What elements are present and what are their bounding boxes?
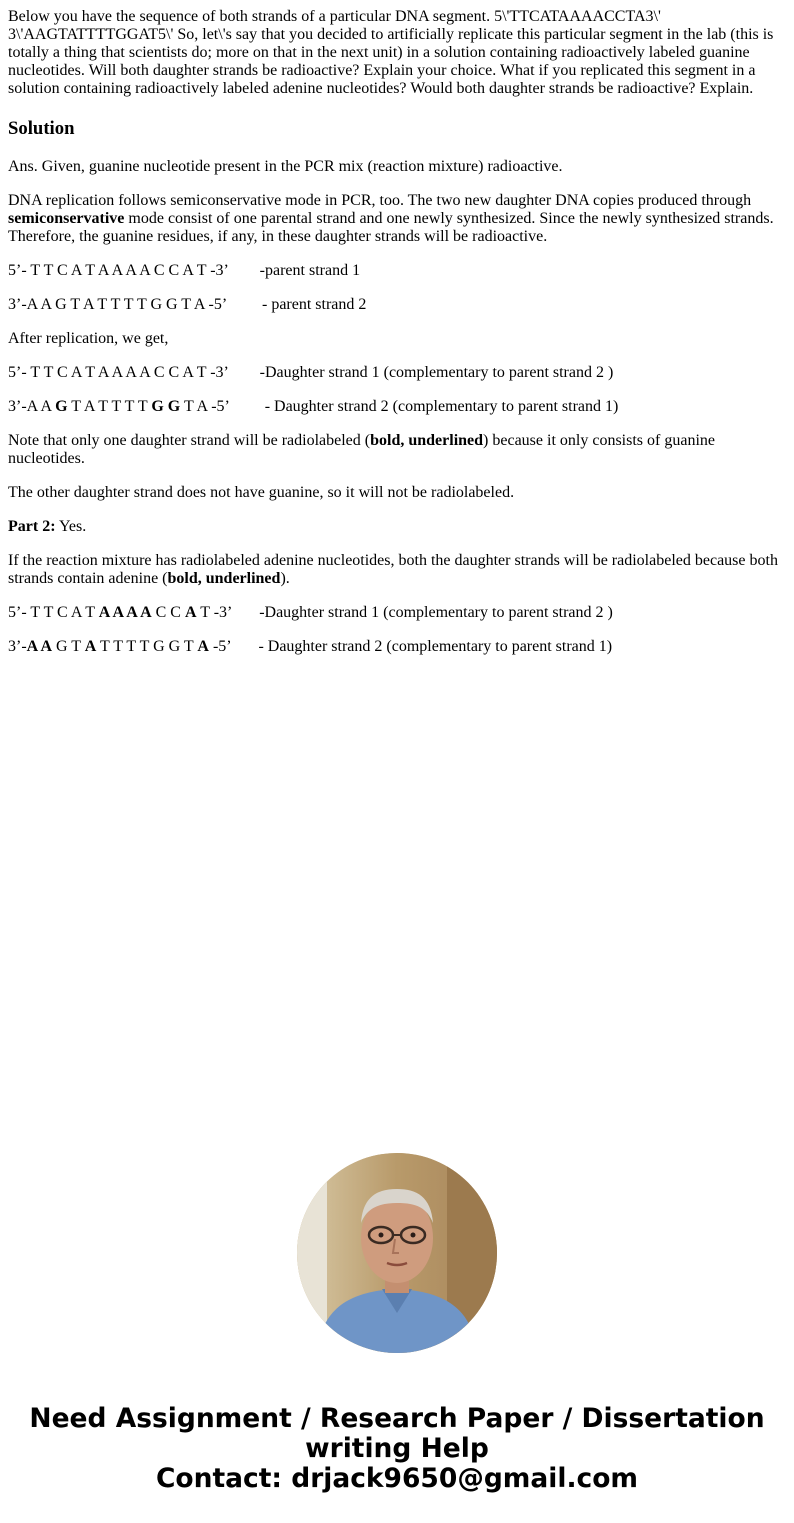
promo-contact: Contact: drjack9650@gmail.com — [155, 1463, 639, 1494]
document-body — [8, 8, 786, 672]
part-2-explanation: If the reaction mixture has radiolabeled adenine nucleotides, both the daughter strands will be radiolabeled because both strands contain adenine (bold, underlined). — [8, 552, 778, 587]
tutor-portrait-icon — [297, 1153, 497, 1353]
radiolabel-note: Note that only one daughter strand will be radiolabeled (bold, underlined) because it only consists of guanine nucleotides. — [8, 432, 715, 467]
after-replication-text: After replication, we get, — [8, 330, 169, 347]
parent-strand-1: 5’- T T C A T A A A A C C A T -3’ -parent strand 1 — [8, 262, 361, 279]
guanine-daughter-strand-1: 5’- T T C A T A A A A C C A T -3’ -Daughter strand 1 (complementary to parent strand 2 ) — [8, 364, 614, 381]
replication-explanation: DNA replication follows semiconservative mode in PCR, too. The two new daughter DNA copies produced through semiconservative mode consist of one parental strand and one newly synthesized. Since the newly synthesized strands. Therefore, the guanine residues, if any, in these daughter strands will be radioactive. — [8, 192, 774, 245]
guanine-daughter-strand-2: 3’-A A G T A T T T T G G T A -5’ - Daughter strand 2 (complementary to parent strand 1) — [8, 398, 619, 415]
part-2-answer: Part 2: Yes. — [8, 518, 87, 535]
promo-line-1: Need Assignment / Research Paper / Dissertation — [29, 1403, 765, 1434]
solution-heading: Solution — [8, 118, 75, 139]
answer-intro: Ans. Given, guanine nucleotide present in the PCR mix (reaction mixture) radioactive. — [8, 158, 563, 175]
tutor-avatar-photo — [297, 1153, 497, 1353]
promo-banner — [0, 1404, 794, 1494]
adenine-daughter-strand-2: 3’-A A G T A T T T T G G T A -5’ - Daughter strand 2 (complementary to parent strand 1) — [8, 638, 613, 655]
question-text: Below you have the sequence of both strands of a particular DNA segment. 5\'TTCATAAAACCTA3\' 3\'AAGTATTTTGGAT5\' So, let\'s say that you decided to artificially replicate this particular segment in the lab (this is totally a thing that scientists do; more on that in the next unit) in a solution containing radioactively labeled guanine nucleotides. Will both daughter strands be radioactive? Explain your choice. What if you replicated this segment in a solution containing radioactively labeled adenine nucleotides? Would both daughter strands be radioactive? Explain. — [8, 8, 774, 97]
parent-strand-2: 3’-A A G T A T T T T G G T A -5’ - parent strand 2 — [8, 296, 367, 313]
adenine-daughter-strand-1: 5’- T T C A T A A A A C C A T -3’ -Daughter strand 1 (complementary to parent strand 2 ) — [8, 604, 613, 621]
other-strand-note: The other daughter strand does not have guanine, so it will not be radiolabeled. — [8, 484, 515, 501]
promo-line-2: writing Help — [305, 1433, 489, 1464]
